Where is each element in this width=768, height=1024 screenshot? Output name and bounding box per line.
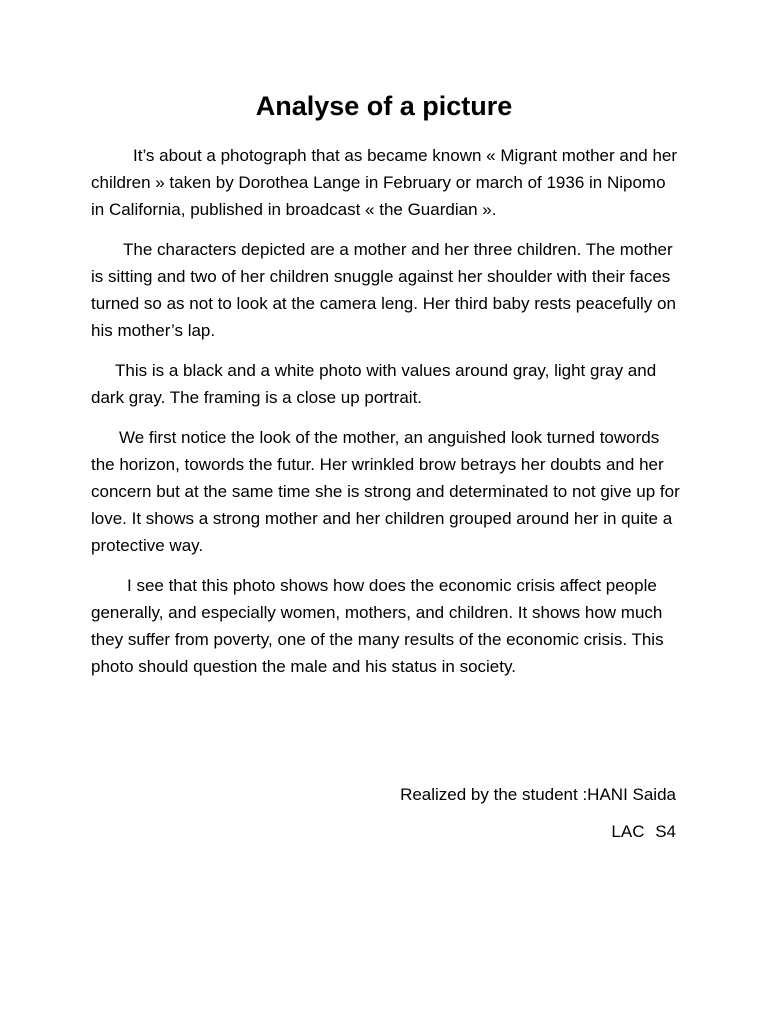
paragraph-photo-values: This is a black and a white photo with values around gray, light gray and dark gray. The framing is a close up portrait.	[91, 361, 657, 407]
document-title: Analyse of a picture	[255, 91, 513, 121]
signature-author: Realized by the student :HANI Saida	[400, 785, 676, 804]
paragraph-mother-look: We first notice the look of the mother, an anguished look turned towords the horizon, towords the futur. Her wrinkled brow betrays her doubts and her concern but at the same time she is strong and determinated to not give up for love. It shows a strong mother and her children grouped around her in quite a protective way.	[91, 428, 680, 555]
paragraph-economic-crisis: I see that this photo shows how does the economic crisis affect people generally, and especially women, mothers, and children. It shows how much they suffer from poverty, one of the many results of the economic crisis. This photo should question the male and his status in society.	[91, 576, 664, 676]
signature-class: LAC S4	[611, 822, 676, 841]
paragraph-characters: The characters depicted are a mother and her three children. The mother is sitting and two of her children snuggle against her shoulder with their faces turned so as not to look at the camera leng. Her third baby rests peacefully on his mother’s lap.	[91, 240, 676, 340]
document-body	[91, 142, 681, 693]
paragraph-intro: It’s about a photograph that as became known « Migrant mother and her children » taken by Dorothea Lange in February or march of 1936 in Nipomo in California, published in broadcast « the Guardian ».	[91, 146, 678, 219]
